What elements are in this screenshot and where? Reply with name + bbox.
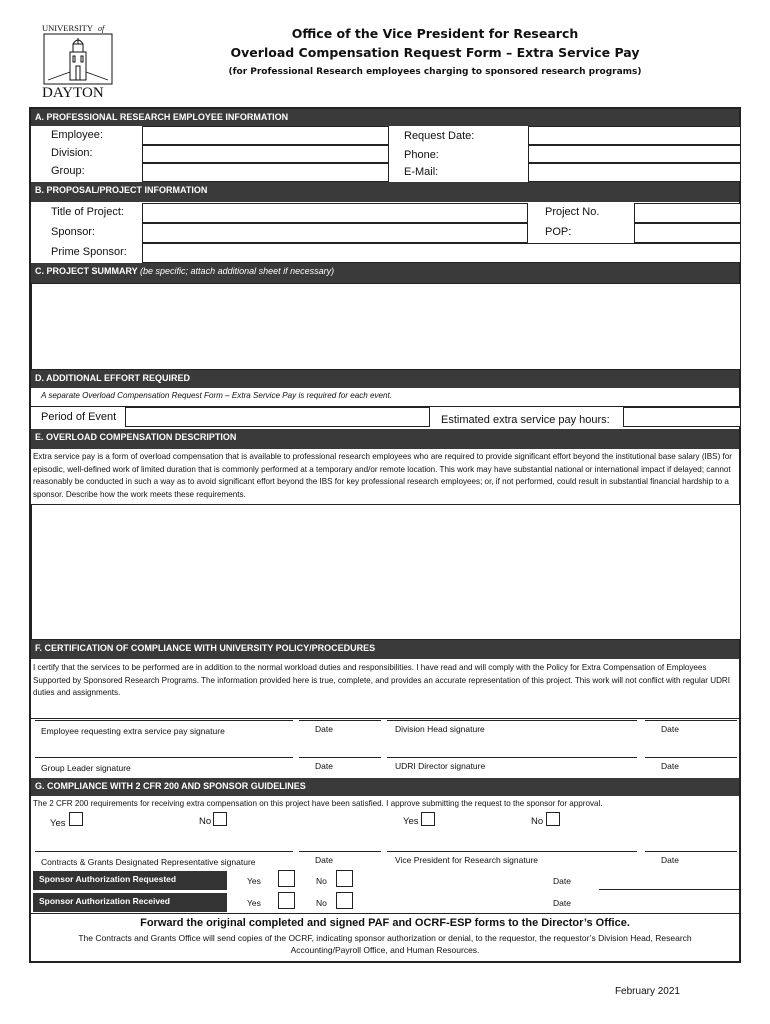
section-g-text: The 2 CFR 200 requirements for receiving extra compensation on this project have been satisfied. I approve submitting the request to the sponsor for approval. — [33, 799, 603, 808]
project-no-label: Project No. — [545, 206, 600, 218]
hours-field[interactable] — [623, 407, 741, 427]
phone-field[interactable] — [528, 145, 741, 163]
group-leader-label: Group Leader signature — [41, 763, 131, 773]
section-d-note: A separate Overload Compensation Request Form – Extra Service Pay is required for each event. — [41, 391, 393, 400]
group-field[interactable] — [142, 163, 389, 182]
email-field[interactable] — [528, 163, 741, 182]
cg-signature-label: Contracts & Grants Designated Representative signature — [41, 857, 256, 867]
auth-received-label: Sponsor Authorization Received — [33, 893, 227, 912]
vp-yes-checkbox[interactable] — [421, 812, 435, 826]
division-head-date-line[interactable] — [645, 720, 737, 721]
prime-sponsor-label: Prime Sponsor: — [51, 246, 127, 258]
request-date-field[interactable] — [528, 126, 741, 145]
cg-yes-checkbox[interactable] — [69, 812, 83, 826]
employee-field[interactable] — [142, 126, 389, 145]
division-head-line[interactable] — [387, 720, 637, 721]
division-field[interactable] — [142, 145, 389, 163]
auth-requested-label: Sponsor Authorization Requested — [33, 871, 227, 890]
period-field[interactable] — [125, 407, 430, 427]
udri-director-line[interactable] — [387, 757, 637, 758]
udri-director-date-line[interactable] — [645, 757, 737, 758]
project-title-field[interactable] — [142, 203, 528, 223]
cg-signature-line[interactable] — [35, 851, 293, 852]
cg-date-line[interactable] — [299, 851, 381, 852]
division-head-label: Division Head signature — [395, 724, 485, 734]
vp-date-line[interactable] — [645, 851, 737, 852]
section-d-header: D. ADDITIONAL EFFORT REQUIRED — [31, 370, 739, 388]
employee-signature-label: Employee requesting extra service pay signature — [41, 726, 225, 736]
sponsor-label: Sponsor: — [51, 226, 96, 238]
section-b-header: B. PROPOSAL/PROJECT INFORMATION — [31, 182, 739, 202]
group-leader-date-label: Date — [315, 761, 333, 771]
udri-director-date-label: Date — [661, 761, 679, 771]
copies-note: The Contracts and Grants Office will send copies of the OCRF, indicating sponsor authorization or denial, to the requestor, the requestor’s Division Head, Research Accounting/Payroll Office, and Human Resources. — [78, 933, 692, 955]
udri-director-label: UDRI Director signature — [395, 761, 486, 771]
sponsor-field[interactable] — [142, 223, 528, 243]
request-form — [29, 107, 741, 963]
office-title: Office of the Vice President for Research — [291, 26, 579, 41]
prime-sponsor-field[interactable] — [142, 243, 741, 263]
vp-no-label: No — [531, 816, 544, 827]
section-c-note: (be specific; attach additional sheet if necessary) — [140, 266, 335, 276]
auth-received-no-label: No — [316, 898, 327, 908]
section-g-header: G. COMPLIANCE WITH 2 CFR 200 AND SPONSOR GUIDELINES — [31, 778, 739, 796]
request-date-label: Request Date: — [404, 130, 475, 142]
employee-label: Employee: — [51, 129, 103, 141]
division-label: Division: — [51, 147, 93, 159]
auth-requested-yes-checkbox[interactable] — [278, 870, 295, 887]
auth-received-yes-label: Yes — [247, 898, 261, 908]
pop-field[interactable] — [634, 223, 741, 243]
logo-top-text: UNIVERSITY — [42, 23, 93, 33]
auth-requested-date-line[interactable] — [599, 889, 739, 890]
section-c-header — [31, 263, 739, 283]
project-summary-field[interactable] — [31, 283, 741, 370]
form-subtitle: (for Professional Research employees charging to sponsored research programs) — [228, 67, 642, 77]
vp-date-label: Date — [661, 855, 679, 865]
revision-date: February 2021 — [614, 986, 680, 997]
employee-date-label: Date — [315, 724, 333, 734]
cg-no-label: No — [199, 816, 212, 827]
employee-date-line[interactable] — [299, 720, 381, 721]
phone-label: Phone: — [404, 149, 439, 161]
section-f-text: I certify that the services to be performed are in addition to the normal workload duties and responsibilities. I have read and will comply with the Policy for Extra Compensation of Employees Supported by Sponsored Research Programs. The information provided here is true, complete, and provides an accurate representation of this project. This work will not conflict with regular UDRI duties and assignments. — [33, 663, 731, 698]
group-leader-line[interactable] — [35, 757, 293, 758]
division-head-date-label: Date — [661, 724, 679, 734]
cg-yes-label: Yes — [50, 818, 66, 829]
section-c-title: C. PROJECT SUMMARY — [35, 266, 138, 276]
logo-name-text: DAYTON — [42, 85, 104, 98]
section-e-header: E. OVERLOAD COMPENSATION DESCRIPTION — [31, 429, 739, 449]
group-label: Group: — [51, 165, 85, 177]
vp-signature-line[interactable] — [387, 851, 637, 852]
section-a-header: A. PROFESSIONAL RESEARCH EMPLOYEE INFORMATION — [31, 109, 739, 126]
university-logo — [40, 22, 116, 98]
auth-received-date-label: Date — [553, 898, 571, 908]
email-label: E-Mail: — [404, 166, 439, 178]
logo-of-text: of — [98, 24, 105, 33]
project-title-label: Title of Project: — [51, 206, 124, 218]
auth-requested-no-checkbox[interactable] — [336, 870, 353, 887]
cg-no-checkbox[interactable] — [213, 812, 227, 826]
form-title: Overload Compensation Request Form – Extra Service Pay — [230, 45, 640, 60]
description-field[interactable] — [31, 504, 741, 640]
period-label: Period of Event — [41, 411, 117, 423]
auth-requested-date-label: Date — [553, 876, 571, 886]
employee-signature-line[interactable] — [35, 720, 293, 721]
auth-requested-yes-label: Yes — [247, 876, 261, 886]
auth-received-no-checkbox[interactable] — [336, 892, 353, 909]
pop-label: POP: — [545, 226, 572, 238]
group-leader-date-line[interactable] — [299, 757, 381, 758]
auth-requested-no-label: No — [316, 876, 327, 886]
vp-yes-label: Yes — [403, 816, 419, 827]
hours-label: Estimated extra service pay hours: — [441, 414, 610, 426]
vp-signature-label: Vice President for Research signature — [395, 855, 539, 865]
section-f-header: F. CERTIFICATION OF COMPLIANCE WITH UNIVERSITY POLICY/PROCEDURES — [31, 640, 739, 659]
section-e-text: Extra service pay is a form of overload compensation that is available to professional research employees who are required to provide significant effort beyond the institutional base salary (IBS) for episodic, well-defined work of limited duration that is commonly performed at a temporary and/or remote location. This work may have substantial national or international impact if delayed; cannot reasonably be conducted in such a way as to avoid significant effort beyond the IBS for key professional research employees; or, if not performed, could result in substantial financial hardship to a sponsor. Describe how the work meets these requirements. — [33, 452, 732, 499]
vp-no-checkbox[interactable] — [546, 812, 560, 826]
forward-instructions: Forward the original completed and signed PAF and OCRF-ESP forms to the Director’s Office. — [140, 917, 630, 929]
auth-received-yes-checkbox[interactable] — [278, 892, 295, 909]
project-no-field[interactable] — [634, 203, 741, 223]
cg-date-label: Date — [315, 855, 333, 865]
